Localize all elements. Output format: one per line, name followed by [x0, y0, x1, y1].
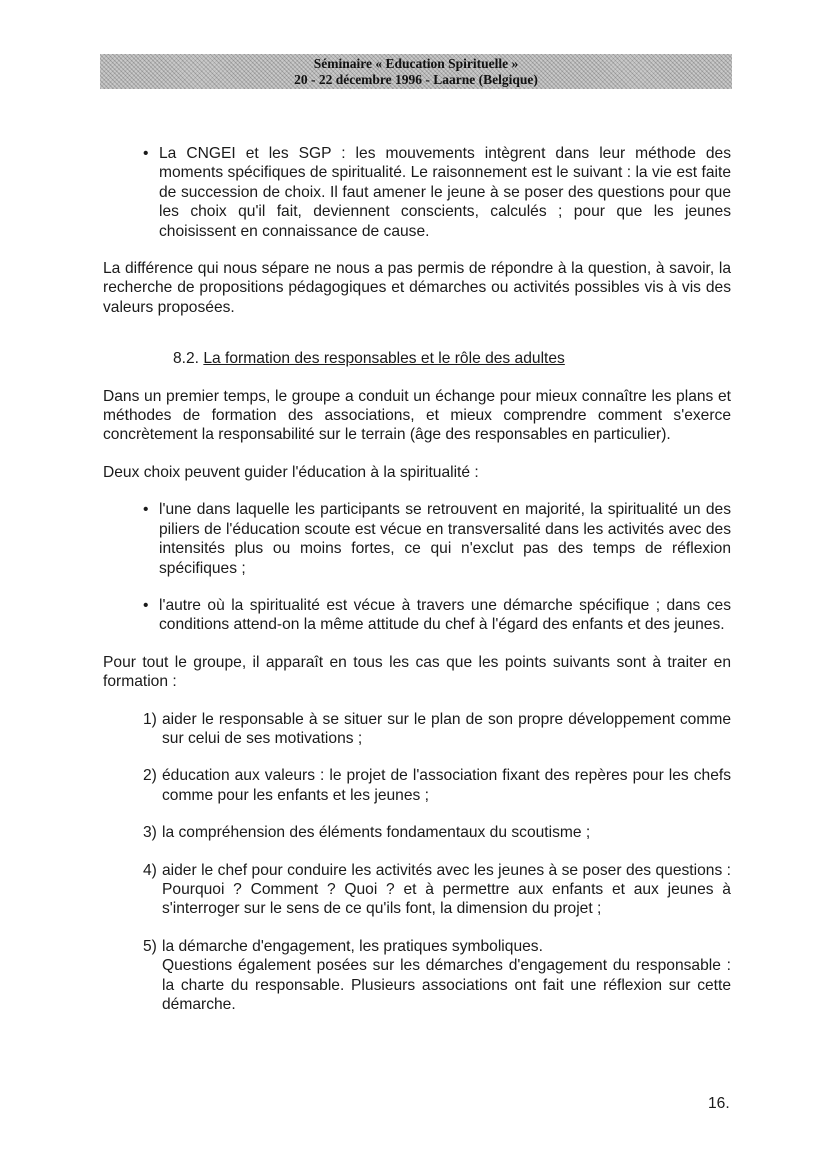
seminar-header-banner [100, 54, 732, 89]
point-number: 2) [143, 767, 157, 785]
numbered-point [103, 937, 731, 1015]
choice-text: l'autre où la spiritualité est vécue à travers une démarche spécifique ; dans ces conditions attend-on la même attitude du chef à l'égard des enfants et des jeunes. [159, 596, 731, 634]
numbered-point [103, 766, 731, 805]
paragraph-dans-un-premier-temps: Dans un premier temps, le groupe a conduit un échange pour mieux connaître les plans et méthodes de formation des associations, et mieux comprendre comment s'exerce concrètement la responsabilité sur le terrain (âge des responsables en particulier). [103, 387, 731, 444]
bullet-icon: • [143, 145, 149, 162]
point-number: 3) [143, 824, 157, 842]
document-body [103, 144, 731, 1014]
choice-text: l'une dans laquelle les participants se retrouvent en majorité, la spiritualité un des piliers de l'éducation scoute est vécue en transversalité dans les activités avec des intensités plus ou moins fortes, ce qui n'exclut pas des temps de réflexion spécifiques ; [159, 501, 731, 577]
page-number: 16. [708, 1095, 730, 1112]
point-number: 4) [143, 861, 157, 879]
section-title: La formation des responsables et le rôle des adultes [203, 350, 565, 368]
numbered-point [103, 823, 731, 842]
paragraph-difference: La différence qui nous sépare ne nous a pas permis de répondre à la question, à savoir, la recherche de propositions pédagogiques et démarches ou activités possibles vis à vis des valeurs proposées. [103, 260, 731, 316]
bullet-icon: • [143, 596, 149, 614]
bullet-text: La CNGEI et les SGP : les mouvements intègrent dans leur méthode des moments spécifiques de spiritualité. Le raisonnement est le suivant : la vie est faite de succession de choix. Il faut amener le jeune à se poser des questions pour que les choix qu'il fait, deviennent conscients, calculés ; pour que les jeunes choisissent en connaissance de cause. [159, 145, 731, 240]
point-text: aider le responsable à se situer sur le plan de son propre développement comme sur celui de ses motivations ; [162, 710, 731, 747]
section-number: 8.2. [173, 350, 200, 368]
bullet-icon: • [143, 501, 149, 519]
bullet-cngei-sgp [103, 144, 731, 241]
numbered-point [103, 861, 731, 919]
header-title: Séminaire « Education Spirituelle » [313, 56, 519, 71]
paragraph-pour-tout-le-groupe: Pour tout le groupe, il apparaît en tous les cas que les points suivants sont à traiter en formation : [103, 653, 731, 691]
point-text: la démarche d'engagement, les pratiques symboliques. [162, 937, 543, 955]
numbered-point [103, 710, 731, 749]
choice-item [103, 596, 731, 635]
point-number: 1) [143, 710, 157, 728]
choice-item [103, 500, 731, 578]
header-date-location: 20 - 22 décembre 1996 - Laarne (Belgique) [294, 72, 538, 87]
point-text: éducation aux valeurs : le projet de l'association fixant des repères pour les chefs comme pour les enfants et les jeunes ; [162, 767, 731, 804]
point-number: 5) [143, 937, 157, 955]
point-text: aider le chef pour conduire les activités avec les jeunes à se poser des questions : Pourquoi ? Comment ? Quoi ? et à permettre aux enfants et aux jeunes à s'interroger sur le sens de ce qu'ils font, la dimension du projet ; [162, 861, 731, 918]
point-extra-text: Questions également posées sur les démarches d'engagement du responsable : la charte du responsable. Plusieurs associations ont fait une réflexion sur cette démarche. [162, 957, 731, 1013]
point-text: la compréhension des éléments fondamentaux du scoutisme ; [162, 824, 591, 842]
paragraph-deux-choix: Deux choix peuvent guider l'éducation à la spiritualité : [103, 463, 479, 481]
section-heading [103, 349, 731, 368]
